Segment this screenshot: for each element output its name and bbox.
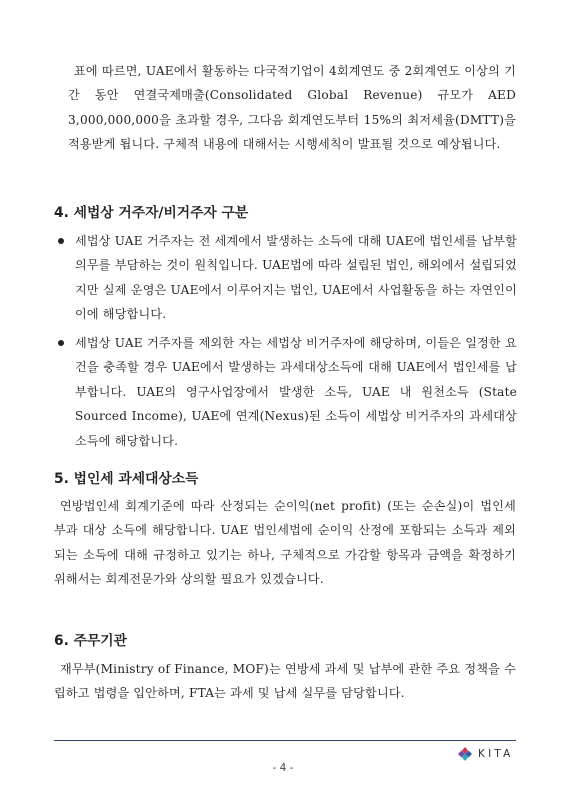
bullet-text: 세법상 UAE 거주자는 전 세계에서 발생하는 소득에 대해 UAE에 법인세를 납부할 의무를 부담하는 것이 원칙입니다. UAE법에 따라 설립된 법인, 해외에서 설립되었지만 실제 운영은 UAE에서 이루어지는 법인, UAE에서 사업활동을 하는 자연인이 이에 해당합니다. (75, 234, 517, 322)
intro-paragraph: 표에 따르면, UAE에서 활동하는 다국적기업이 4회계연도 중 2회계연도 이상의 기간 동안 연결국제매출(Consolidated Global Revenue) 규모가 AED 3,000,000,000을 초과할 경우, 그다음 회계연도부터 15%의 최저세율(DMTT)을 적용받게 됩니다. 구체적 내용에 대해서는 시행세칙이 발표될 것으로 예상됩니다. (68, 64, 516, 152)
section-6-paragraph: 재무부(Ministry of Finance, MOF)는 연방세 과세 및 납부에 관한 주요 정책을 수립하고 법령을 입안하며, FTA는 과세 및 납세 실무를 담당합니다. (54, 662, 516, 701)
page-number: - 4 - (272, 762, 294, 774)
kita-logo-icon (458, 747, 472, 761)
bullet-text: 세법상 UAE 거주자를 제외한 자는 세법상 비거주자에 해당하며, 이들은 일정한 요건을 충족할 경우 UAE에서 발생하는 과세대상소득에 대해 UAE에서 법인세를 납부합니다. UAE의 영구사업장에서 발생한 소득, UAE 내 원천소득 (State Sourced Income), UAE에 연계(Nexus)된 소득이 세법상 비거주자의 과세대상소득에 해당합니다. (75, 336, 517, 448)
section-5-paragraph: 연방법인세 회계기준에 따라 산정되는 순이익(net profit) (또는 순손실)이 법인세 부과 대상 소득에 해당합니다. UAE 법인세법에 순이익 산정에 포함되는 소득과 제외되는 소득에 대해 규정하고 있기는 하나, 구체적으로 가감할 항목과 금액을 확정하기 위해서는 회계전문가와 상의할 필요가 있겠습니다. (54, 499, 516, 587)
footer-divider (54, 740, 516, 741)
section-4-heading: 4. 세법상 거주자/비거주자 구분 (54, 205, 249, 221)
bullet-icon (58, 340, 64, 346)
logo-text: KITA (478, 748, 514, 760)
section-5-heading: 5. 법인세 과세대상소득 (54, 471, 199, 487)
section-6-heading: 6. 주무기관 (54, 633, 127, 649)
bullet-icon (58, 238, 64, 244)
